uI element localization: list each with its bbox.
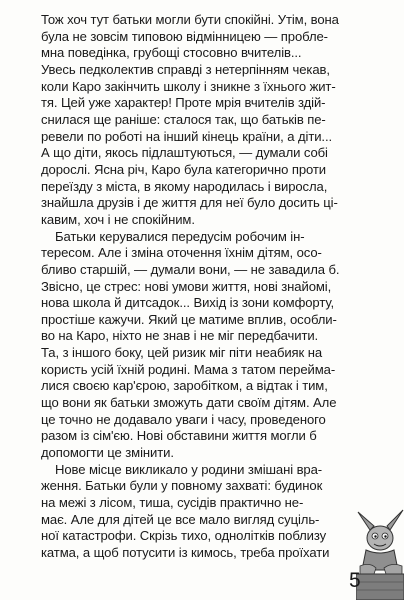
text-line: допомогти це змінити. [41,445,174,461]
text-line: Та, з іншого боку, цей ризик міг піти неабияк на [41,345,323,361]
text-line: тересом. Але і зміна оточення їхнім дітям, осо- [41,245,322,261]
goblin-illustration [356,500,404,600]
text-line: Звісно, це стрес: нові умови життя, нові знайомі, [41,278,332,294]
paragraph-start-line: Нове місце викликало у родини змішані вра- [55,461,323,477]
text-line: нова школа й дитсадок... Вихід із зони комфорту, [41,295,335,311]
text-line: ження. Батьки були у повному захваті: будинок [41,478,323,494]
text-line: дорослі. Ясна річ, Каро була категорично проти [41,161,327,177]
paragraph-start-line: Батьки керувалися передусім робочим ін- [55,228,305,244]
text-line: це точно не додавало уваги і часу, проведеного [41,411,326,427]
text-line: знайшла друзів і де життя для неї було досить ці- [41,195,338,211]
text-line: лися своєю кар'єрою, заробітком, а відтак і тим, [41,378,328,394]
text-line: снилася ще раніше: сталося так, що батьків пе- [41,111,326,127]
text-line: користь усій їхній родині. Мама з татом перейма- [41,361,336,377]
page-number: 5 [349,569,361,592]
text-line: А що діти, якось підлаштуються, — думали собі [41,145,328,161]
text-line: простіше кажучи. Який це матиме вплив, особли- [41,311,337,327]
text-line: кавим, хоч і не спокійним. [41,211,195,227]
text-line: Тож хоч тут батьки могли бути спокійні. Утім, вона [41,12,339,27]
text-line: мна поведінка, грубощі стосовно вчителів... [41,45,302,61]
text-line: на межі з лісом, тиша, сусідів практично не- [41,495,304,511]
text-line: катма, а щоб потусити із кимось, треба проїхати [41,545,330,560]
text-line: має. Але для дітей це все мало вигляд суціль- [41,511,320,527]
text-line: була не зовсім типовою відмінницею — пробле- [41,28,328,44]
text-line: коли Каро закінчить школу і зникне з їхнього жит- [41,78,336,94]
text-line: Увесь педколектив справді з нетерпінням чекав, [41,61,330,77]
text-line: тя. Цей уже характер! Проте мрія вчителів здій- [41,95,326,111]
text-line: разом із сім'єю. Нові обставини життя могли б [41,428,317,444]
text-line: во на Каро, ніхто не знав і не міг передбачити. [41,328,319,344]
text-line: переїзду з міста, в якому народилась і виросла, [41,178,328,194]
body-text [41,12,363,562]
text-line: ної катастрофи. Скрізь тихо, однолітків поблизу [41,528,327,544]
text-line: що вони як батьки зможуть дати своїм дітям. Але [41,395,337,411]
text-line: бливо старшій, — думали вони, — не завадила б. [41,261,340,277]
text-line: ревели по роботі на інший кінець країни, а діти... [41,128,333,144]
